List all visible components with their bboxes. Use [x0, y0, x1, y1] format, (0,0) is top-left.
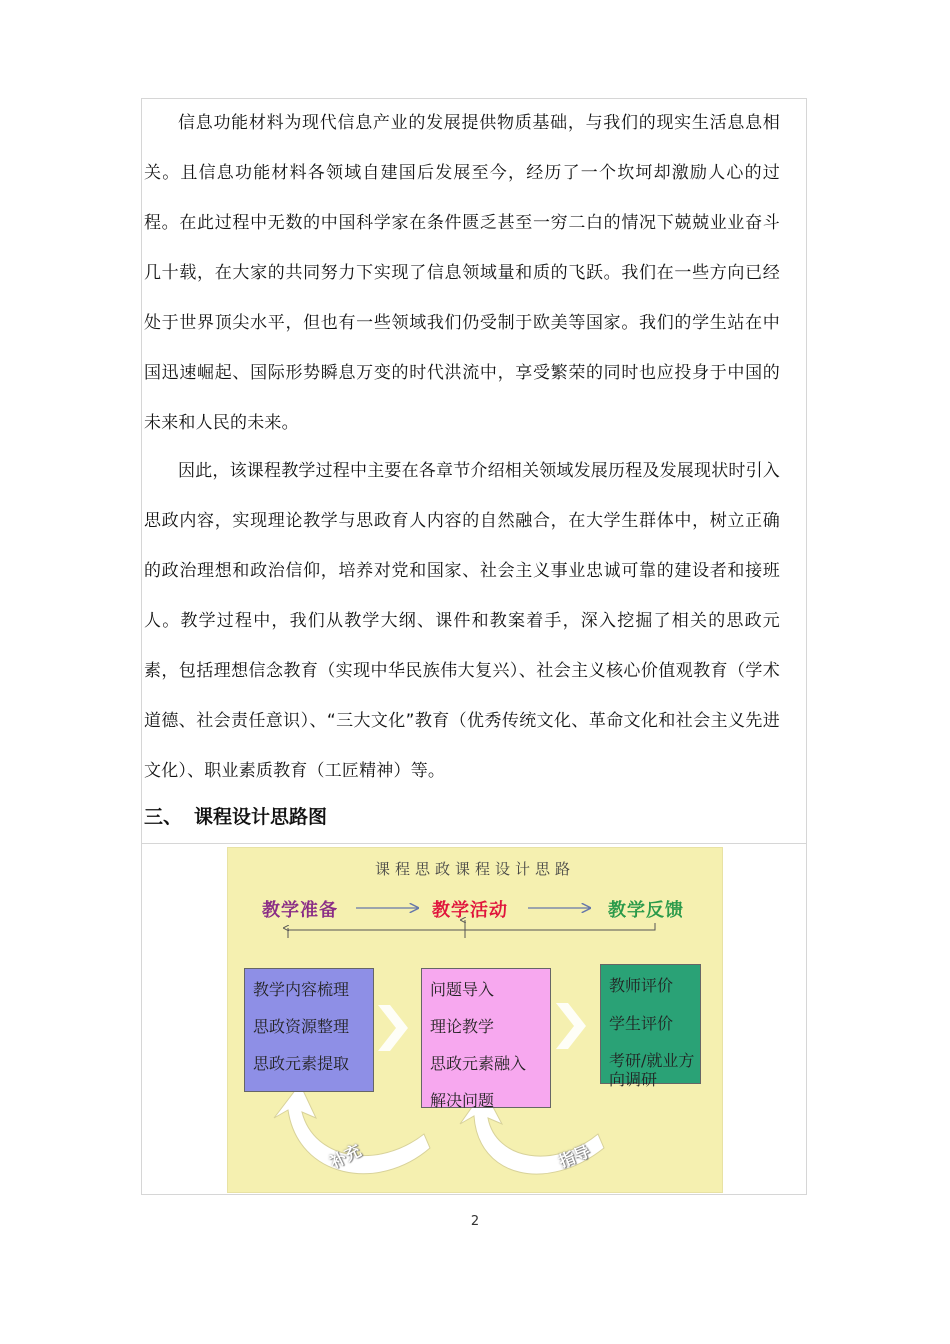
course-design-diagram — [228, 848, 722, 1192]
paragraph-2: 因此，该课程教学过程中主要在各章节介绍相关领域发展历程及发展现状时引入思政内容，实现理论教学与思政育人内容的自然融合，在大学生群体中，树立正确的政治理想和政治信仰，培养对党和国家、社会主义事业忠诚可靠的建设者和接班人。教学过程中，我们从教学大纲、课件和教案着手，深入挖掘了相关的思政元素，包括理想信念教育（实现中华民族伟大复兴）、社会主义核心价值观教育（学术道德、社会责任意识）、“三大文化”教育（优秀传统文化、革命文化和社会主义先进文化）、职业素质教育（工匠精神）等。 — [144, 461, 780, 781]
feedback-item: 学生评价 — [609, 1014, 674, 1033]
activity-box — [421, 968, 551, 1108]
supplement-label: 补充 — [326, 1140, 364, 1172]
stage-activity-label: 教学活动 — [432, 900, 508, 921]
paragraph-1: 信息功能材料为现代信息产业的发展提供物质基础，与我们的现实生活息息相关。且信息功能材料各领域自建国后发展至今，经历了一个坎坷却激励人心的过程。在此过程中无数的中国科学家在条件匮乏甚至一穷二白的情况下兢兢业业奋斗几十载，在大家的共同努力下实现了信息领域量和质的飞跃。我们在一些方向已经处于世界顶尖水平，但也有一些领域我们仍受制于欧美等国家。我们的学生站在中国迅速崛起、国际形势瞬息万变的时代洪流中，享受繁荣的同时也应投身于中国的未来和人民的未来。 — [144, 113, 780, 433]
prep-item: 思政元素提取 — [253, 1054, 350, 1073]
section-heading — [144, 800, 327, 834]
activity-item: 思政元素融入 — [430, 1054, 527, 1073]
guidance-label: 指导 — [555, 1141, 593, 1172]
preparation-box — [244, 968, 374, 1092]
activity-item: 解决问题 — [430, 1091, 495, 1110]
section-title: 课程设计思路图 — [194, 806, 328, 828]
page-number: 2 — [470, 1214, 480, 1229]
feedback-box — [600, 964, 701, 1089]
feedback-item: 考研/就业方向调研 — [609, 1051, 695, 1089]
chevron-arrow-2 — [556, 1003, 586, 1049]
activity-item: 问题导入 — [430, 980, 495, 999]
stage-feedback-label: 教学反馈 — [608, 900, 684, 921]
section-number: 三、 — [144, 806, 183, 828]
prep-item: 教学内容梳理 — [253, 980, 350, 999]
chevron-arrow-1 — [378, 1005, 408, 1051]
diagram-title: 课程思政课程设计思路 — [374, 860, 575, 878]
activity-item: 理论教学 — [430, 1017, 495, 1036]
feedback-return-line — [288, 923, 655, 938]
feedback-item: 教师评价 — [609, 976, 674, 995]
stage-preparation-label: 教学准备 — [262, 900, 338, 921]
prep-item: 思政资源整理 — [253, 1017, 350, 1036]
